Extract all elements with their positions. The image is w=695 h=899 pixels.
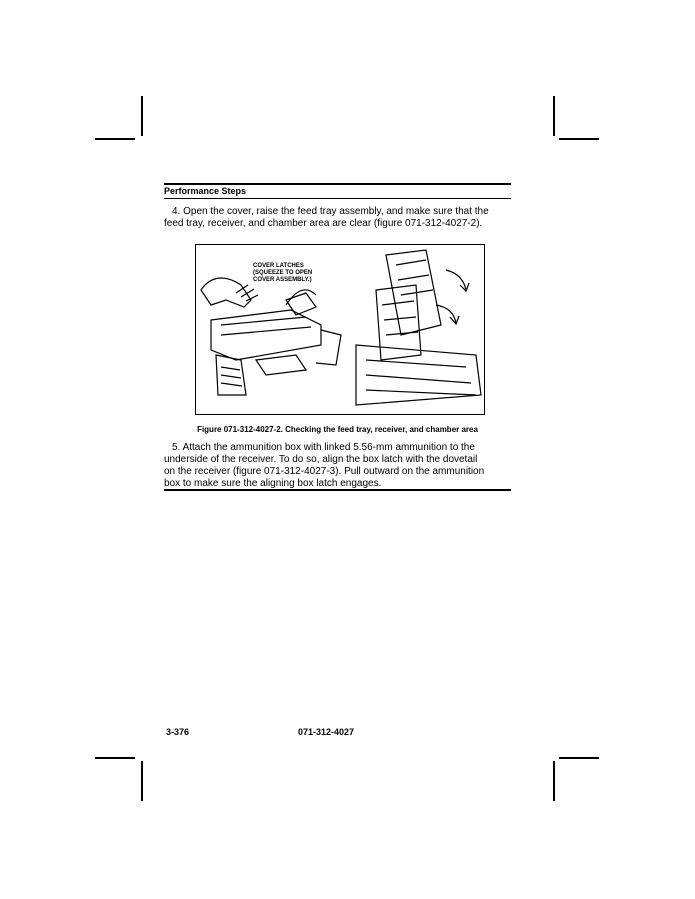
crop-mark-bottom-right-horizontal — [559, 757, 599, 759]
page-number: 3-376 — [166, 727, 190, 737]
step-5-line-3: on the receiver (figure 071-312-4027-3). Pull outward on the ammunition — [164, 466, 485, 477]
figure-caption: Figure 071-312-4027-2. Checking the feed tray, receiver, and chamber area — [197, 425, 478, 434]
arrow-top — [446, 270, 466, 290]
crop-mark-top-right-horizontal — [559, 138, 599, 140]
step-4-line-2: feed tray, receiver, and chamber area are clear (figure 071-312-4027-2). — [164, 218, 483, 229]
step-5-line-4: box to make sure the aligning box latch engages. — [164, 478, 382, 489]
top-rule — [164, 183, 511, 185]
figure-illustration — [195, 244, 485, 415]
callout-line-3: COVER ASSEMBLY.) — [253, 277, 312, 283]
crop-mark-bottom-left-vertical — [141, 761, 143, 801]
hand-drawing — [201, 278, 251, 307]
step-4-line-1: 4. Open the cover, raise the feed tray assembly, and make sure that the — [172, 206, 489, 217]
section-title: Performance Steps — [164, 186, 247, 196]
chamber-area-drawing — [356, 345, 481, 405]
step-5-line-2: underside of the receiver. To do so, align the box latch with the dovetail — [164, 454, 478, 465]
step-5-line-1: 5. Attach the ammunition box with linked 5.56-mm ammunition to the — [172, 442, 475, 453]
crop-mark-top-right-vertical — [553, 96, 555, 136]
crop-mark-bottom-right-vertical — [553, 761, 555, 801]
feed-tray-drawing — [286, 293, 316, 315]
header-rule — [164, 198, 511, 199]
step-5 — [164, 442, 512, 490]
step-4 — [164, 206, 512, 230]
callout-line-1: COVER LATCHES — [253, 263, 304, 269]
weapon-illustration — [196, 245, 483, 413]
crop-mark-top-left-vertical — [141, 96, 143, 136]
document-number: 071-312-4027 — [298, 727, 355, 737]
pistol-grip-drawing — [216, 355, 246, 395]
cover-latches-callout — [253, 263, 312, 284]
callout-line-2: (SQUEEZE TO OPEN — [253, 270, 313, 276]
crop-mark-top-left-horizontal — [95, 138, 135, 140]
crop-mark-bottom-left-horizontal — [95, 757, 135, 759]
bottom-rule — [164, 489, 511, 491]
